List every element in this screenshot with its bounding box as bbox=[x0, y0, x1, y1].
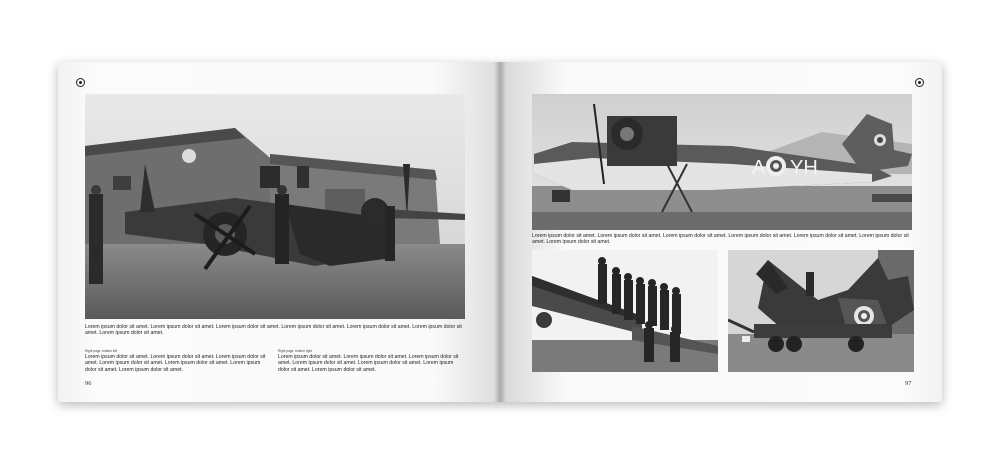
registration-mark-icon bbox=[76, 78, 85, 87]
crashed-aircraft-photo bbox=[85, 94, 465, 319]
top-photo-caption: Lorem ipsum dolor sit amet. Lorem ipsum dolor sit amet. Lorem ipsum dolor sit amet. Lorem ipsum dolor sit amet. Lorem ipsum dolor sit amet. Lorem ipsum dolor sit amet. Lorem ipsum dolor sit amet. bbox=[532, 233, 909, 246]
wreck-on-trailer-photo bbox=[728, 250, 914, 372]
aircraft-code-letter-a: A bbox=[752, 157, 766, 179]
right-page bbox=[500, 62, 942, 402]
damaged-aircraft-photo bbox=[532, 94, 912, 230]
left-page bbox=[58, 62, 500, 402]
column-heading-right: Right page, bottom right bbox=[278, 349, 313, 353]
main-photo-caption: Lorem ipsum dolor sit amet. Lorem ipsum dolor sit amet. Lorem ipsum dolor sit amet. Lorem ipsum dolor sit amet. Lorem ipsum dolor sit amet. Lorem ipsum dolor sit amet. Lorem ipsum dolor sit amet. bbox=[85, 324, 462, 337]
column-heading-left: Right page, bottom left bbox=[85, 349, 118, 353]
book-spread bbox=[58, 62, 942, 402]
aircraft-code-letters-yh: YH bbox=[790, 157, 818, 179]
page-number-right: 97 bbox=[905, 380, 912, 387]
registration-mark-icon bbox=[915, 78, 924, 87]
page-number-left: 96 bbox=[85, 380, 92, 387]
soldiers-on-wing-photo bbox=[532, 250, 718, 372]
text-column-left: Lorem ipsum dolor sit amet. Lorem ipsum dolor sit amet. Lorem ipsum dolor sit amet. Lorem ipsum dolor sit amet. Lorem ipsum dolor sit amet. Lorem ipsum dolor sit amet. Lorem ipsum dolor sit amet. bbox=[85, 354, 266, 373]
book-gutter-shadow bbox=[494, 62, 506, 402]
text-column-right: Lorem ipsum dolor sit amet. Lorem ipsum dolor sit amet. Lorem ipsum dolor sit amet. Lorem ipsum dolor sit amet. Lorem ipsum dolor sit amet. Lorem ipsum dolor sit amet. Lorem ipsum dolor sit amet. bbox=[278, 354, 459, 373]
